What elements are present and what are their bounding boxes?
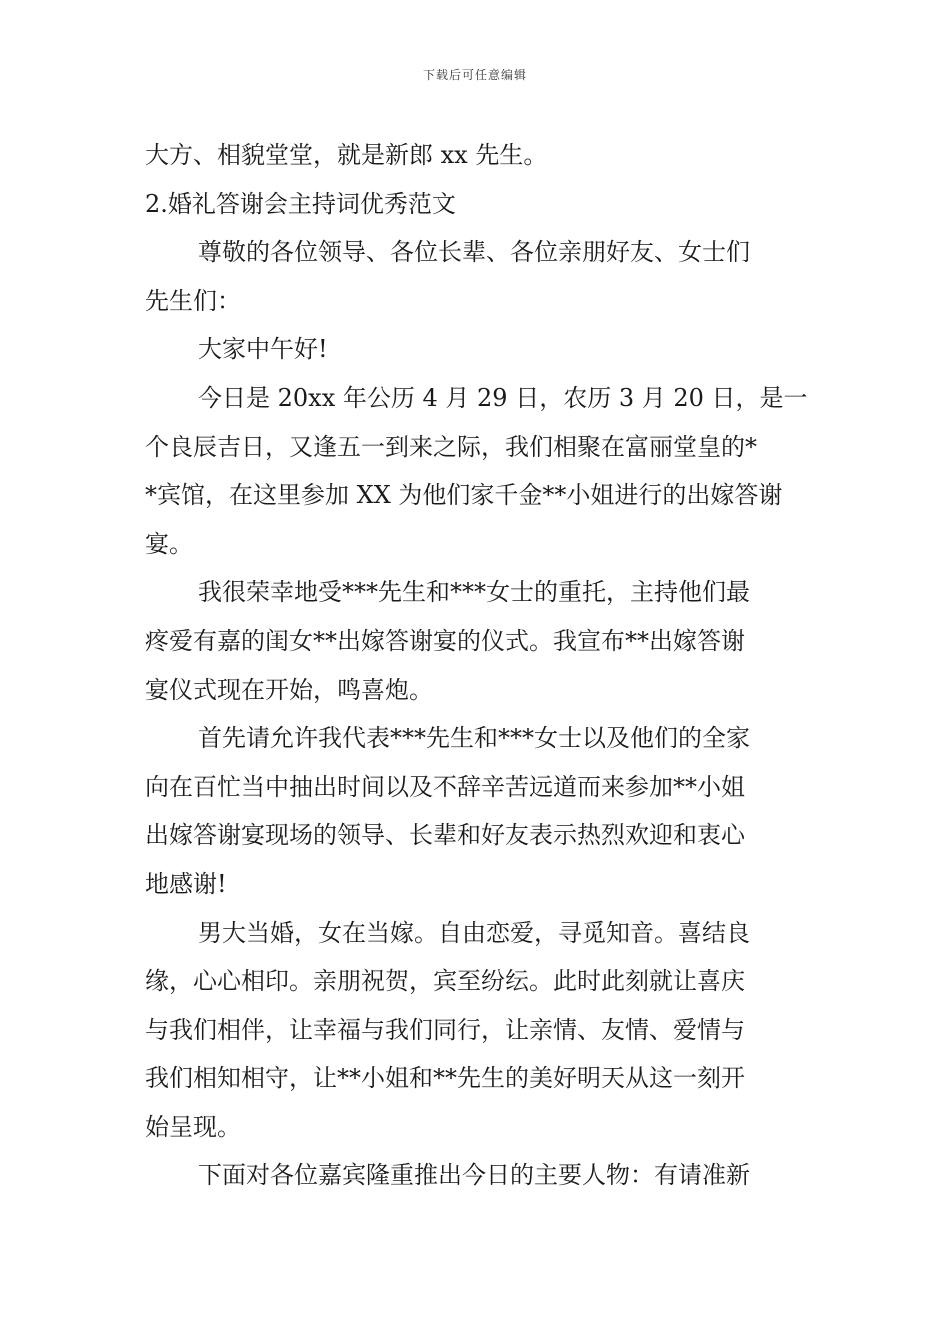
- text-line: 尊敬的各位领导、各位长辈、各位亲朋好友、女士们: [198, 238, 750, 267]
- text-line: 我们相知相守，让**小姐和**先生的美好明天从这一刻开: [145, 1064, 745, 1093]
- text-line: 首先请允许我代表***先生和***女士以及他们的全家: [198, 724, 750, 753]
- text-line: 出嫁答谢宴现场的领导、长辈和好友表示热烈欢迎和衷心: [145, 821, 745, 850]
- text-line: 大方、相貌堂堂，就是新郎 xx 先生。: [145, 141, 548, 169]
- text-line: 大家中午好!: [198, 335, 328, 364]
- text-line: 缘，心心相印。亲朋祝贺，宾至纷纭。此时此刻就让喜庆: [145, 967, 745, 996]
- text-line: 与我们相伴，让幸福与我们同行，让亲情、友情、爱情与: [145, 1015, 745, 1044]
- text-line: 下面对各位嘉宾隆重推出今日的主要人物：有请准新: [198, 1161, 750, 1190]
- text-line: 宴。: [145, 529, 193, 558]
- text-line: 始呈现。: [145, 1112, 241, 1141]
- text-line: 宴仪式现在开始，鸣喜炮。: [145, 675, 433, 704]
- section-heading: 2.婚礼答谢会主持词优秀范文: [145, 189, 456, 218]
- text-line: 先生们：: [145, 286, 241, 315]
- text-line: 男大当婚，女在当嫁。自由恋爱，寻觅知音。喜结良: [198, 918, 750, 947]
- text-line: 个良辰吉日，又逢五一到来之际，我们相聚在富丽堂皇的*: [145, 432, 757, 461]
- text-line: 我很荣幸地受***先生和***女士的重托，主持他们最: [198, 578, 750, 607]
- text-line: *宾馆，在这里参加 XX 为他们家千金**小姐进行的出嫁答谢: [145, 481, 783, 510]
- document-body: [145, 131, 810, 1200]
- page-header: 下载后可任意编辑: [422, 68, 527, 82]
- text-line: 向在百忙当中抽出时间以及不辞辛苦远道而来参加**小姐: [145, 772, 745, 801]
- text-line: 今日是 20xx 年公历 4 月 29 日，农历 3 月 20 日，是一: [198, 383, 808, 412]
- text-line: 疼爱有嘉的闺女**出嫁答谢宴的仪式。我宣布**出嫁答谢: [145, 626, 745, 655]
- text-line: 地感谢!: [145, 869, 227, 898]
